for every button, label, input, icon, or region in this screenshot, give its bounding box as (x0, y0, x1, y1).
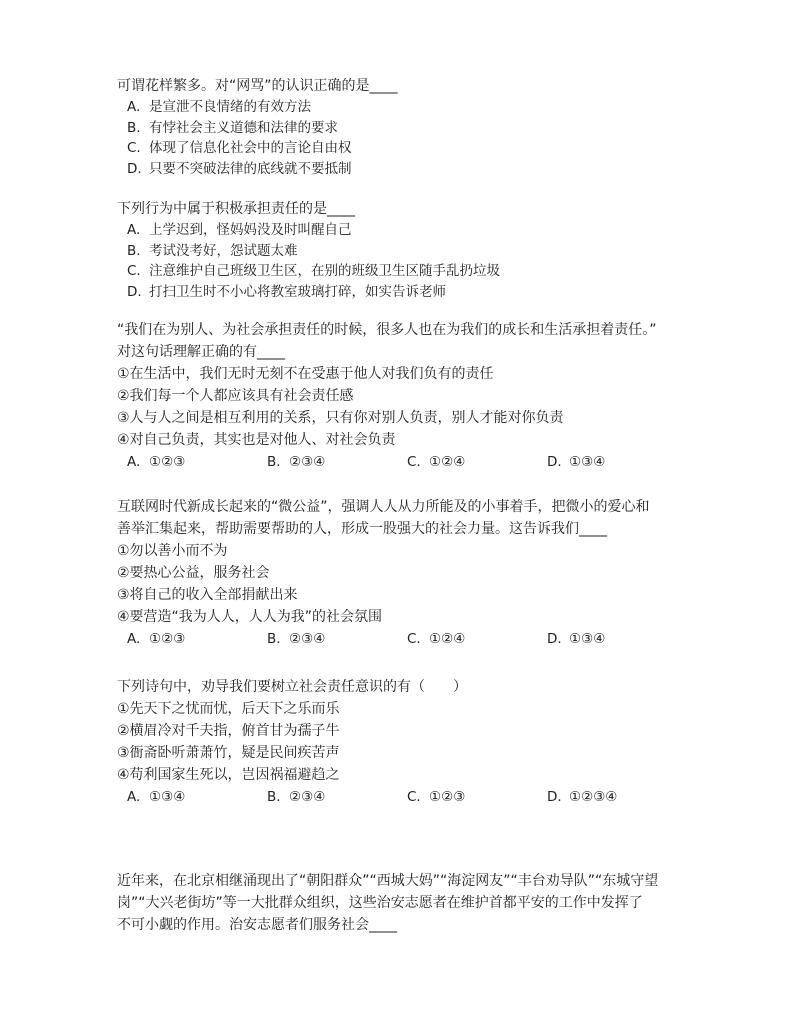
option-c[interactable] (117, 261, 717, 282)
choice-text: ②③④ (289, 631, 326, 647)
choice-text: ①③④ (569, 631, 606, 647)
question-5 (117, 676, 717, 808)
choice-c[interactable] (407, 451, 465, 473)
choice-letter: A. (127, 631, 141, 647)
question-stem: “我们在为别人、为社会承担责任的时候，很多人也在为我们的成长和生活承担着责任。” (117, 322, 657, 338)
choice-text: ①③④ (569, 454, 606, 470)
option-c[interactable] (117, 138, 717, 159)
choice-d[interactable] (547, 786, 617, 808)
question-stem: 下列行为中属于积极承担责任的是____ (117, 201, 355, 217)
option-letter: D. (127, 283, 142, 300)
choice-a[interactable] (127, 628, 185, 650)
option-text: 有悖社会主义道德和法律的要求 (149, 119, 338, 136)
question-3 (117, 319, 717, 473)
option-b[interactable] (117, 241, 717, 262)
question-stem: 岗”“大兴老街坊”等一大批群众组织，这些治安志愿者在维护首都平安的工作中发挥了 (117, 895, 643, 911)
statement-4: ④对自己负责，其实也是对他人、对社会负责 (117, 432, 396, 448)
choice-row (117, 786, 717, 808)
question-stem: 对这句话理解正确的有____ (117, 344, 285, 360)
option-text: 只要不突破法律的底线就不要抵制 (149, 160, 352, 177)
choice-d[interactable] (547, 451, 605, 473)
choice-letter: B. (267, 631, 281, 647)
question-stem: 互联网时代新成长起来的“微公益”，强调人人从力所能及的小事着手，把微小的爱心和 (117, 499, 650, 515)
option-b[interactable] (117, 118, 717, 139)
choice-letter: B. (267, 789, 281, 805)
choice-a[interactable] (127, 786, 185, 808)
question-stem: 近年来，在北京相继涌现出了“朝阳群众”“西城大妈”“海淀网友”“丰台劝导队”“东城守望 (117, 873, 659, 889)
question-2 (117, 198, 717, 302)
choice-text: ②③④ (289, 454, 326, 470)
statement-4: ④苟利国家生死以，岂因祸福避趋之 (117, 767, 340, 783)
statement-1: ①先天下之忧而忧，后天下之乐而乐 (117, 701, 340, 717)
option-letter: B. (127, 242, 141, 259)
choice-letter: B. (267, 454, 281, 470)
choice-b[interactable] (267, 786, 325, 808)
statement-2: ②横眉冷对千夫指，俯首甘为孺子牛 (117, 723, 340, 739)
option-d[interactable] (117, 159, 717, 180)
option-text: 考试没考好，怨试题太难 (149, 242, 298, 259)
option-letter: A. (127, 99, 141, 115)
option-a[interactable] (117, 97, 717, 118)
option-letter: D. (127, 160, 142, 177)
choice-a[interactable] (127, 451, 185, 473)
statement-1: ①勿以善小而不为 (117, 543, 228, 559)
option-text: 上学迟到，怪妈妈没及时叫醒自己 (149, 222, 352, 238)
choice-letter: C. (407, 454, 421, 470)
choice-row (117, 628, 717, 650)
statement-2: ②要热心公益，服务社会 (117, 565, 270, 581)
choice-text: ①②③ (149, 631, 186, 647)
question-stem: 善举汇集起来，帮助需要帮助的人，形成一股强大的社会力量。这告诉我们____ (117, 521, 607, 537)
option-letter: C. (127, 263, 141, 279)
choice-text: ①③④ (149, 789, 186, 805)
choice-c[interactable] (407, 786, 465, 808)
question-stem: 不可小觑的作用。治安志愿者们服务社会____ (117, 917, 397, 933)
option-letter: B. (127, 119, 141, 136)
statement-2: ②我们每一个人都应该具有社会责任感 (117, 388, 354, 404)
choice-text: ②③④ (289, 789, 326, 805)
choice-b[interactable] (267, 451, 325, 473)
statement-3: ③衙斋卧听萧萧竹，疑是民间疾苦声 (117, 745, 340, 761)
choice-letter: A. (127, 454, 141, 470)
question-6 (117, 870, 717, 936)
statement-1: ①在生活中，我们无时无刻不在受惠于他人对我们负有的责任 (117, 366, 494, 382)
option-text: 体现了信息化社会中的言论自由权 (149, 140, 352, 156)
statement-3: ③将自己的收入全部捐献出来 (117, 587, 298, 603)
question-stem: 可谓花样繁多。对“网骂”的认识正确的是____ (117, 78, 398, 94)
choice-text: ①②③④ (569, 789, 618, 805)
option-d[interactable] (117, 282, 717, 303)
choice-text: ①②④ (429, 631, 466, 647)
choice-text: ①②④ (429, 454, 466, 470)
question-1 (117, 75, 717, 179)
choice-text: ①②③ (429, 789, 466, 805)
option-letter: C. (127, 140, 141, 156)
question-stem: 下列诗句中，劝导我们要树立社会责任意识的有（ ） (117, 679, 467, 695)
option-text: 打扫卫生时不小心将教室玻璃打碎，如实告诉老师 (149, 283, 446, 300)
choice-d[interactable] (547, 628, 605, 650)
statement-4: ④要营造“我为人人，人人为我”的社会氛围 (117, 609, 383, 625)
choice-letter: D. (547, 454, 562, 470)
choice-letter: C. (407, 789, 421, 805)
option-text: 是宣泄不良情绪的有效方法 (149, 99, 311, 115)
statement-3: ③人与人之间是相互利用的关系，只有你对别人负责，别人才能对你负责 (117, 410, 564, 426)
choice-letter: D. (547, 631, 562, 647)
question-4 (117, 496, 717, 650)
option-a[interactable] (117, 220, 717, 241)
choice-b[interactable] (267, 628, 325, 650)
choice-letter: D. (547, 789, 562, 805)
choice-letter: C. (407, 631, 421, 647)
choice-text: ①②③ (149, 454, 186, 470)
choice-c[interactable] (407, 628, 465, 650)
choice-letter: A. (127, 789, 141, 805)
choice-row (117, 451, 717, 473)
option-letter: A. (127, 222, 141, 238)
option-text: 注意维护自己班级卫生区，在别的班级卫生区随手乱扔垃圾 (149, 263, 500, 279)
